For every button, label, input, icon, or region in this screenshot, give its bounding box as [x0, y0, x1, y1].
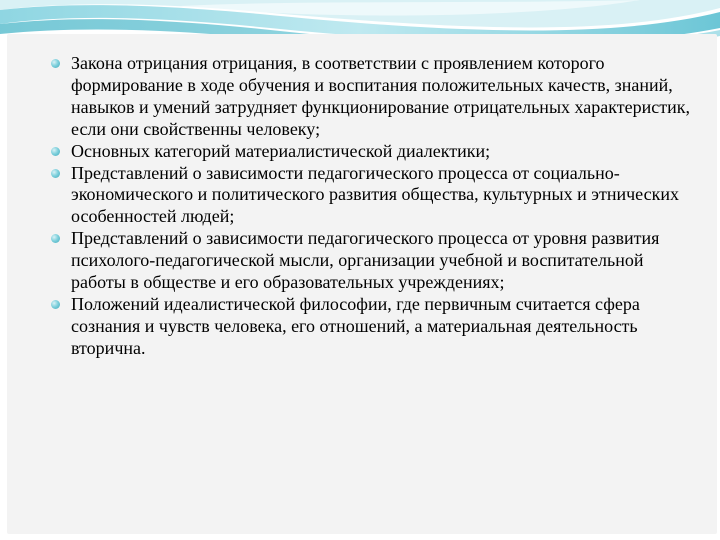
bullet-text: Положений идеалистической философии, где первичным считается сфера сознания и чувств человека, его отношений, а материальная деятельность вторична. — [71, 293, 640, 358]
bullet-list — [50, 53, 690, 360]
teal-dot-icon — [51, 147, 60, 156]
list-item — [50, 294, 690, 360]
teal-dot-icon — [51, 169, 60, 178]
bullet-text: Закона отрицания отрицания, в соответствии с проявлением которого формирование в ходе обучения и воспитания положительных качеств, знаний, навыков и умений затрудняет функционирование отрицательных характеристик, если они свойственны человеку; — [71, 53, 691, 139]
list-item — [50, 53, 690, 141]
bullet-text: Представлений о зависимости педагогического процесса от уровня развития психолого-педагогической мысли, организации учебной и воспитательной работы в обществе и его образовательных учреждениях; — [71, 228, 660, 293]
teal-dot-icon — [51, 300, 60, 309]
bullet-text: Основных категорий материалистической диалектики; — [71, 140, 491, 161]
teal-dot-icon — [51, 59, 60, 68]
bullet-text: Представлений о зависимости педагогического процесса от социально-экономического и политического развития общества, культурных и этнических особенностей людей; — [71, 162, 679, 227]
list-item — [50, 141, 690, 163]
teal-dot-icon — [51, 234, 60, 243]
list-item — [50, 163, 690, 229]
list-item — [50, 228, 690, 294]
